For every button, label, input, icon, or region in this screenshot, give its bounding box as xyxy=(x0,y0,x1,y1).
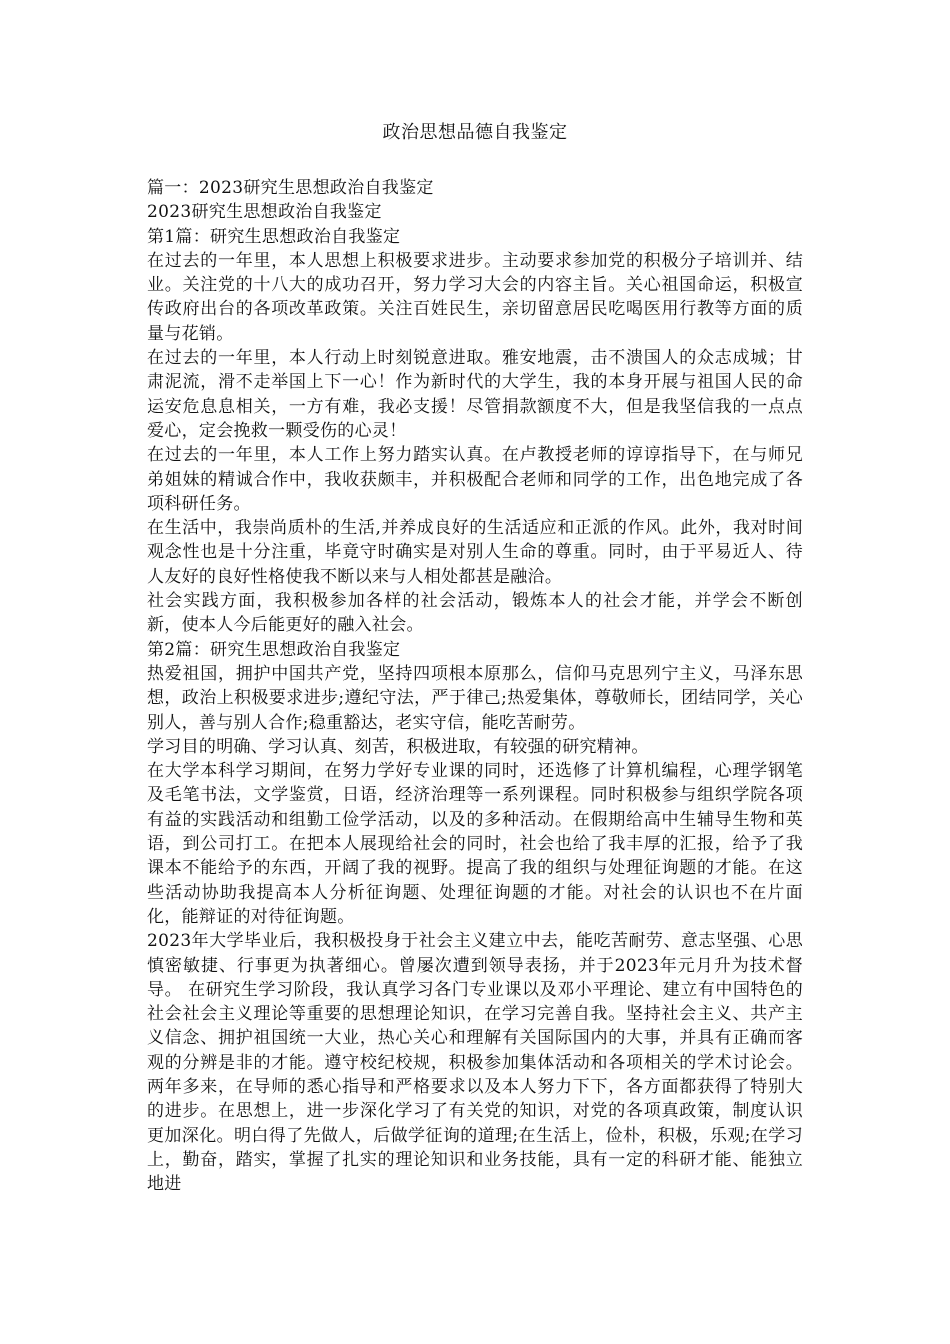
paragraph: 热爱祖国，拥护中国共产党，坚持四项根本原那么，信仰马克思列宁主义，马泽东思想，政治上积极要求进步;遵纪守法，严于律己;热爱集体，尊敬师长，团结同学，关心别人，善与别人合作;稳重豁达，老实守信，能吃苦耐劳。 xyxy=(147,663,803,733)
paragraph: 在过去的一年里，本人行动上时刻锐意进取。雅安地震，击不溃国人的众志成城；甘肃泥流，滑不走举国上下一心！作为新时代的大学生，我的本身开展与祖国人民的命运安危息息相关，一方有难，我必支援！尽管捐款额度不大，但是我坚信我的一点点爱心，定会挽救一颗受伤的心灵！ xyxy=(147,348,803,441)
paragraph: 在生活中，我崇尚质朴的生活,并养成良好的生活适应和正派的作风。此外，我对时间观念性也是十分注重，毕竟守时确实是对别人生命的尊重。同时，由于平易近人、待人友好的良好性格使我不断以来与人相处都甚是融洽。 xyxy=(147,518,803,587)
part-heading-1: 第1篇：研究生思想政治自我鉴定 xyxy=(147,226,401,247)
part-heading-2: 第2篇：研究生思想政治自我鉴定 xyxy=(147,639,401,660)
section-subheading: 2023研究生思想政治自我鉴定 xyxy=(147,202,382,223)
section-heading: 篇一：2023研究生思想政治自我鉴定 xyxy=(147,178,434,198)
document-title: 政治思想品德自我鉴定 xyxy=(382,122,568,143)
paragraph: 在大学本科学习期间，在努力学好专业课的同时，还选修了计算机编程，心理学钢笔及毛笔书法，文学鉴赏，日语，经济治理等一系列课程。同时积极参与组织学院各项有益的实践活动和组勤工俭学活动，以及的多种活动。在假期给高中生辅导生物和英语，到公司打工。在把本人展现给社会的同时，社会也给了我丰厚的汇报，给予了我课本不能给予的东西，开阔了我的视野。提高了我的组织与处理征询题的才能。在这些活动协助我提高本人分析征询题、处理征询题的才能。对社会的认识也不在片面化，能辩证的对待征询题。 xyxy=(147,761,803,927)
document-page xyxy=(147,118,803,1196)
paragraph: 社会实践方面，我积极参加各样的社会活动，锻炼本人的社会才能，并学会不断创新，使本人今后能更好的融入社会。 xyxy=(147,591,803,636)
paragraph: 学习目的明确、学习认真、刻苦，积极进取，有较强的研究精神。 xyxy=(147,736,649,757)
paragraph: 在过去的一年里，本人思想上积极要求进步。主动要求参加党的积极分子培训并、结业。关注党的十八大的成功召开，努力学习大会的内容主旨。关心祖国命运，积极宣传政府出台的各项改革政策。关注百姓民生，亲切留意居民吃喝医用行教等方面的质量与花销。 xyxy=(147,250,803,344)
paragraph: 2023年大学毕业后，我积极投身于社会主义建立中去，能吃苦耐劳、意志坚强、心思慎密敏捷、行事更为执著细心。曾屡次遭到领导表扬，并于2023年元月升为技术督导。 在研究生学习阶段，我认真学习各门专业课以及邓小平理论、建立有中国特色的社会社会主义理论等重要的思想理论知识，在学习完善自我。坚持社会主义、共产主义信念、拥护祖国统一大业，热心关心和理解有关国际国内的大事，并具有正确而客观的分辨是非的才能。遵守校纪校规，积极参加集体活动和各项相关的学术讨论会。 两年多来，在导师的悉心指导和严格要求以及本人努力下下，各方面都获得了特别大的进步。在思想上，进一步深化学习了有关党的知识，对党的各项真政策，制度认识更加深化。明白得了先做人，后做学征询的道理;在生活上，俭朴，积极，乐观;在学习上，勤奋，踏实，掌握了扎实的理论知识和业务技能，具有一定的科研才能、能独立地进 xyxy=(147,931,803,1195)
paragraph: 在过去的一年里，本人工作上努力踏实认真。在卢教授老师的谆谆指导下，在与师兄弟姐妹的精诚合作中，我收获颇丰，并积极配合老师和同学的工作，出色地完成了各项科研任务。 xyxy=(147,445,803,514)
